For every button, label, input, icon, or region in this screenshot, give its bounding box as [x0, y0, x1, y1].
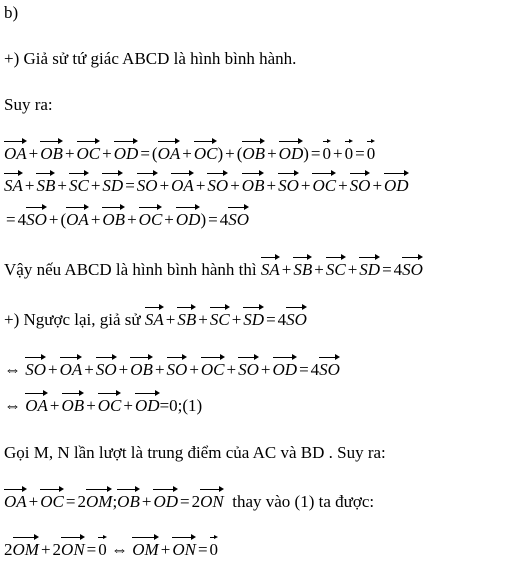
vector-oa: OA	[4, 140, 27, 165]
converse-line: +) Ngược lại, giả sử SA + SB + SC + SD = 4SO	[4, 306, 307, 331]
final-equation: 2OM + 2ON = 0 ⇔ OM + ON = 0	[4, 536, 218, 561]
equivalence-line-2: ⇔ OA + OB + OC + OD=0;(1)	[4, 392, 202, 417]
assumption-text: +) Giả sử tứ giác ABCD là hình bình hành.	[4, 49, 297, 68]
substitute-text: thay vào (1) ta được:	[232, 492, 375, 511]
equation-sum-oa-od: OA + OB + OC + OD = (OA + OC) + (OB + OD) = 0 + 0 = 0	[4, 140, 375, 165]
conclusion-line: Vậy nếu ABCD là hình bình hành thì SA + SB + SC + SD = 4SO	[4, 256, 423, 281]
part-label: b)	[4, 3, 19, 22]
vector-sa: SA	[4, 172, 23, 197]
vector-od: OD	[114, 140, 139, 165]
equivalence-line-1: ⇔ SO + OA + SO + OB + SO + OC + SO + OD = 4SO	[4, 356, 340, 381]
midpoint-text: Gọi M, N lần lượt là trung điểm của AC và BD . Suy ra:	[4, 443, 386, 462]
zero-vector: 0	[323, 140, 332, 165]
vector-on: ON	[200, 488, 224, 513]
equation-label-1: =0;(1)	[159, 396, 203, 415]
midpoint-equations: OA + OC = 2OM;OB + OD = 2ON thay vào (1) ta được:	[4, 488, 374, 513]
vector-sb: SB	[36, 172, 55, 197]
vector-oc: OC	[77, 140, 101, 165]
vector-sc: SC	[69, 172, 89, 197]
deduce-label: Suy ra:	[4, 95, 53, 114]
vector-ob: OB	[40, 140, 63, 165]
equation-4so: = 4SO + (OA + OB + OC + OD) = 4SO	[4, 206, 249, 231]
conclusion-text: Vậy nếu ABCD là hình bình hành thì	[4, 260, 257, 279]
vector-sd: SD	[102, 172, 123, 197]
equation-sum-sa-sd: SA + SB + SC + SD = SO + OA + SO + OB + SO + OC + SO + OD	[4, 172, 409, 197]
iff-symbol: ⇔	[4, 360, 21, 379]
converse-text: +) Ngược lại, giả sử	[4, 310, 141, 329]
vector-om: OM	[86, 488, 112, 513]
